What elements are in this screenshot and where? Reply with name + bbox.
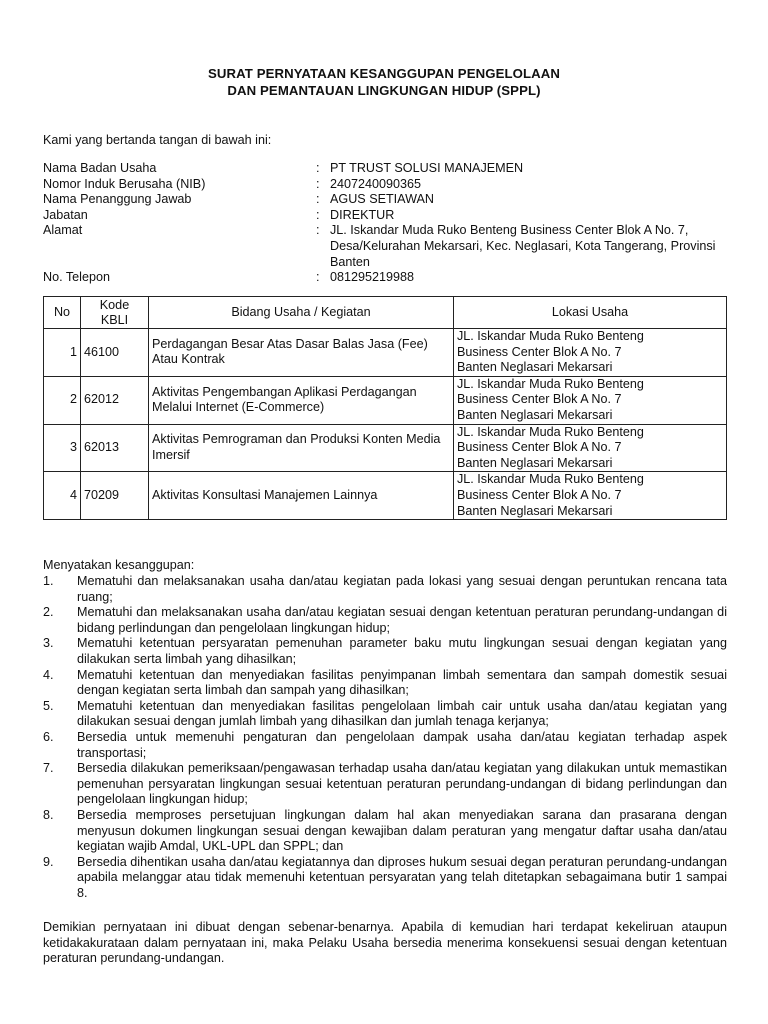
declaration-item [43,699,727,730]
identity-label: Nama Penanggung Jawab [43,192,192,207]
item-text: Mematuhi dan melaksanakan usaha dan/atau kegiatan pada lokasi yang sesuai dengan peruntukan rencana tata ruang; [77,574,727,604]
table-row [44,329,727,377]
identity-label: Nomor Induk Berusaha (NIB) [43,176,206,191]
colon: : [316,270,320,285]
declaration-item [43,808,727,855]
identity-value: 081295219988 [330,270,415,285]
item-text: Mematuhi ketentuan dan menyediakan fasilitas pengelolaan limbah cair untuk usaha dan/atau kegiatan yang dilakukan sesuai dengan jumlah limbah yang dihasilkan dan jumlah tenaga kerjanya; [77,698,727,729]
colon: : [316,223,320,238]
identity-row-nib [43,177,733,193]
cell-no: 2 [44,376,81,424]
item-number: 5. [43,698,54,713]
identity-label: Alamat [43,223,83,238]
lokasi-line: JL. Iskandar Muda Ruko Benteng [457,376,644,391]
identity-value: 2407240090365 [330,176,422,191]
colon: : [316,207,320,222]
identity-label: Nama Badan Usaha [43,161,157,175]
lokasi-line: Business Center Blok A No. 7 [457,487,622,502]
lokasi-line: Business Center Blok A No. 7 [457,344,622,359]
item-number: 2. [43,605,54,620]
cell-bidang: Aktivitas Konsultasi Manajemen Lainnya [149,472,454,520]
cell-no: 3 [44,424,81,472]
lokasi-line: Banten Neglasari Mekarsari [457,360,613,375]
item-text: Bersedia dihentikan usaha dan/atau kegiatannya dan diproses hukum sesuai degan peraturan perundang-undangan apabila melanggar atau tidak memenuhi ketentuan persyaratan yang telah ditetapkan sebagaimana butir 1 sampai 8. [77,854,727,900]
item-number: 9. [43,854,54,869]
lokasi-line: JL. Iskandar Muda Ruko Benteng [457,472,644,487]
identity-value: PT TRUST SOLUSI MANAJEMEN [330,161,524,175]
identity-row-phone [43,270,733,286]
cell-no: 1 [44,329,81,377]
cell-lokasi [454,424,727,472]
colon: : [316,161,320,175]
declaration-item [43,605,727,636]
header-kbli-line2: KBLI [100,312,129,327]
cell-kbli: 62012 [81,376,149,424]
activity-table [43,296,727,520]
declaration-item [43,636,727,667]
cell-kbli: 62013 [81,424,149,472]
lokasi-line: JL. Iskandar Muda Ruko Benteng [457,329,644,343]
declaration-item [43,855,727,902]
header-kbli-line1: Kode [99,297,130,312]
colon: : [316,176,320,191]
document-title [0,66,768,99]
table-row [44,376,727,424]
cell-lokasi [454,329,727,377]
lokasi-line: Banten Neglasari Mekarsari [457,503,613,518]
title-line-2: DAN PEMANTAUAN LINGKUNGAN HIDUP (SPPL) [227,82,541,98]
colon: : [316,192,320,207]
header-bidang: Bidang Usaha / Kegiatan [149,297,454,329]
table-row [44,472,727,520]
cell-bidang: Aktivitas Pengembangan Aplikasi Perdagangan Melalui Internet (E-Commerce) [149,376,454,424]
item-number: 7. [43,761,54,776]
identity-row-address [43,223,733,270]
intro-text: Kami yang bertanda tangan di bawah ini: [43,133,272,147]
header-lokasi: Lokasi Usaha [454,297,727,329]
header-kbli [81,297,149,329]
identity-row-responsible [43,192,733,208]
lokasi-line: Banten Neglasari Mekarsari [457,407,613,422]
declaration-list [43,574,727,901]
header-no: No [44,297,81,329]
item-number: 8. [43,807,54,822]
table-row [44,424,727,472]
item-number: 3. [43,636,54,651]
cell-no: 4 [44,472,81,520]
identity-block [43,161,733,286]
table-header-row [44,297,727,329]
lokasi-line: Banten Neglasari Mekarsari [457,455,613,470]
item-number: 1. [43,574,54,588]
cell-kbli: 70209 [81,472,149,520]
item-text: Bersedia untuk memenuhi pengaturan dan pengelolaan dampak usaha dan/atau kegiatan terhadap aspek transportasi; [77,729,727,760]
declaration-heading: Menyatakan kesanggupan: [43,558,195,572]
declaration-item [43,668,727,699]
item-text: Bersedia dilakukan pemeriksaan/pengawasan terhadap usaha dan/atau kegiatan yang dilakukan untuk memastikan pemenuhan persyaratan lingkungan sesuai ketentuan peraturan perundang-undangan di bidang perlindungan dan pengelolaan lingkungan hidup; [77,761,727,807]
identity-value: JL. Iskandar Muda Ruko Benteng Business Center Blok A No. 7, Desa/Kelurahan Mekarsari, Kec. Neglasari, Kota Tangerang, Provinsi Banten [330,223,716,269]
cell-bidang: Perdagangan Besar Atas Dasar Balas Jasa (Fee) Atau Kontrak [149,329,454,377]
item-number: 6. [43,729,54,744]
item-text: Mematuhi dan melaksanakan usaha dan/atau kegiatan sesuai dengan ketentuan peraturan perundang-undangan di bidang perlindungan dan pengelolaan lingkungan hidup; [77,605,727,635]
identity-value: DIREKTUR [330,207,395,222]
lokasi-line: Business Center Blok A No. 7 [457,440,622,455]
cell-lokasi [454,472,727,520]
identity-value: AGUS SETIAWAN [330,192,435,207]
identity-label: Jabatan [43,207,88,222]
item-number: 4. [43,667,54,682]
item-text: Mematuhi ketentuan dan menyediakan fasilitas penyimpanan limbah sementara dan sampah domestik sesuai dengan kegiatan serta limbah dan sampah yang dihasilkan; [77,667,727,698]
cell-kbli: 46100 [81,329,149,377]
lokasi-line: Business Center Blok A No. 7 [457,392,622,407]
cell-bidang: Aktivitas Pemrograman dan Produksi Konten Media Imersif [149,424,454,472]
title-line-1: SURAT PERNYATAAN KESANGGUPAN PENGELOLAAN [207,66,561,81]
lokasi-line: JL. Iskandar Muda Ruko Benteng [457,424,644,439]
identity-label: No. Telepon [43,270,110,285]
identity-row-company [43,161,733,177]
closing-paragraph: Demikian pernyataan ini dibuat dengan sebenar-benarnya. Apabila di kemudian hari terdapat kekeliruan ataupun ketidakakurataan dalam pernyataan ini, maka Pelaku Usaha bersedia menerima konsekuensi sesuai dengan ketentuan peraturan perundang-undangan. [43,920,727,966]
identity-row-position [43,208,733,224]
declaration-item [43,761,727,808]
item-text: Mematuhi ketentuan persyaratan pemenuhan parameter baku mutu lingkungan sesuai dengan kegiatan yang dilakukan serta limbah yang dihasilkan; [77,636,727,666]
declaration-item [43,574,727,605]
item-text: Bersedia memproses persetujuan lingkungan dalam hal akan menyediakan sarana dan prasarana dengan menyusun dokumen lingkungan sesuai dengan kewajiban dalam peraturan yang mengatur daftar usaha dan/atau kegiatan wajib Amdal, UKL-UPL dan SPPL; dan [77,807,727,854]
declaration-item [43,730,727,761]
cell-lokasi [454,376,727,424]
